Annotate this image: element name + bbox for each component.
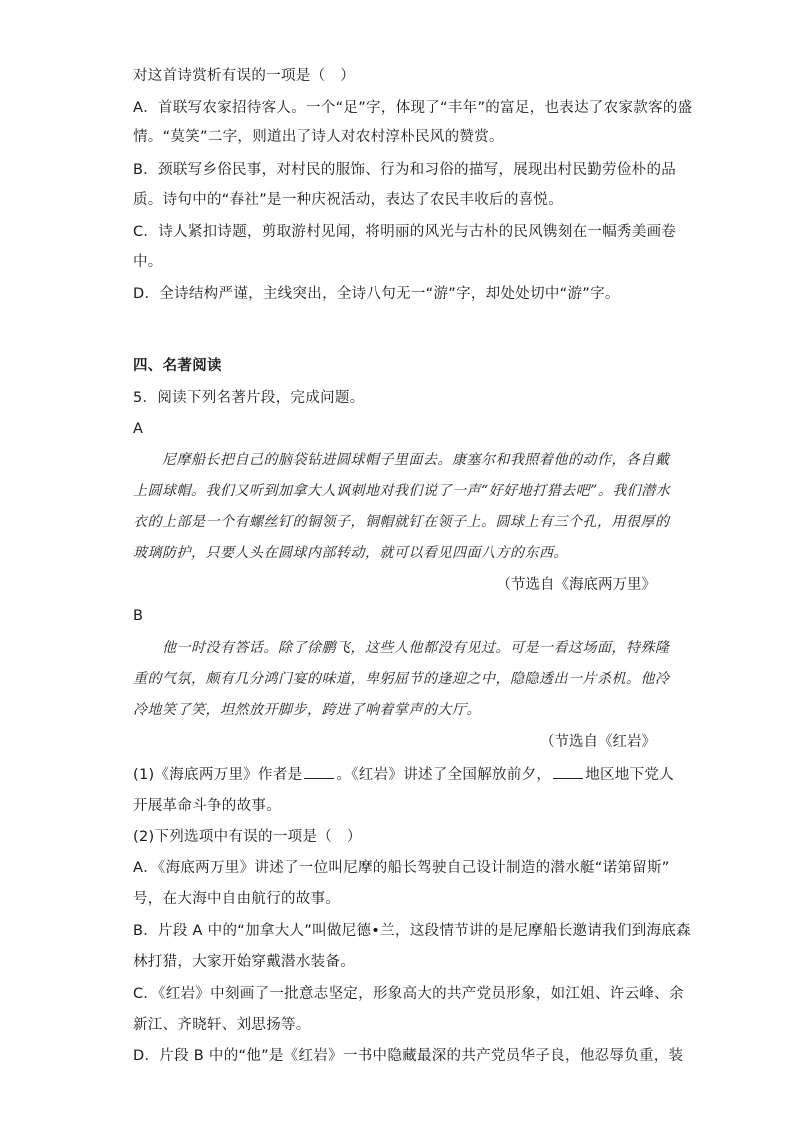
q5-2-option-a-line1: A．《海底两万里》讲述了一位叫尼摩的船长驾驶自己设计制造的潜水艇“诺第留斯”: [133, 860, 670, 876]
q5-stem: 5．阅读下列名著片段，完成问题。: [133, 390, 365, 406]
passage-a-line: 尼摩船长把自己的脑袋钻进圆球帽子里面去。康塞尔和我照着他的动作，各自戴: [133, 452, 670, 468]
q4-option-c-line1: C．诗人紧扣诗题，剪取游村见闻，将明丽的风光与古朴的民风镌刻在一幅秀美画卷: [133, 224, 677, 240]
passage-a-source: （节选自《海底两万里》: [496, 577, 656, 593]
q4-option-c-line2: 中。: [133, 254, 163, 270]
q5-2-option-c-line2: 新江、齐晓轩、刘思扬等。: [133, 1017, 311, 1033]
q5-2-stem: (2)下列选项中有误的一项是（ ）: [133, 829, 362, 845]
answer-blank[interactable]: [304, 764, 334, 779]
passage-b-source: （节选自《红岩》: [540, 734, 656, 750]
section-title: 四、名著阅读: [133, 358, 222, 374]
passage-b-line: 他一时没有答话。除了徐鹏飞，这些人他都没有见过。可是一看这场面，特殊隆: [133, 640, 670, 656]
passage-a-line: 衣的上部是一个有螺丝钉的铜领子，铜帽就钉在领子上。圆球上有三个孔，用很厚的: [133, 514, 670, 530]
q5-1-part3: 地区地下党人: [585, 767, 675, 783]
q5-2-option-b-line2: 林打猎，大家开始穿戴潜水装备。: [133, 954, 355, 970]
passage-b-label: B: [133, 608, 144, 624]
q4-option-b-line1: B．颈联写乡俗民事，对村民的服饰、行为和习俗的描写，展现出村民勤劳俭朴的品: [133, 162, 677, 178]
passage-b-line: 重的气氛，颇有几分鸿门宴的味道，卑躬屈节的逢迎之中，隐隐透出一片杀机。他冷: [133, 671, 670, 687]
passage-b-line: 冷地笑了笑，坦然放开脚步，跨进了响着掌声的大厅。: [133, 702, 481, 718]
q5-2-option-d-line1: D．片段 B 中的“他”是《红岩》一书中隐藏最深的共产党员华子良，他忍辱负重，装: [133, 1048, 684, 1064]
q5-1-line2: 开展革命斗争的故事。: [133, 798, 281, 814]
passage-a-line: 上圆球帽。我们又听到加拿大人讽刺地对我们说了一声“好好地打猎去吧”。我们潜水: [133, 483, 671, 499]
q5-2-option-c-line1: C．《红岩》中刻画了一批意志坚定，形象高大的共产党员形象，如江姐、许云峰、余: [133, 986, 684, 1002]
q4-option-b-line2: 质。诗句中的“春社”是一种庆祝活动，表达了农民丰收后的喜悦。: [133, 192, 564, 208]
answer-blank[interactable]: [553, 764, 583, 779]
q5-1-part2: 。《红岩》讲述了全国解放前夕，: [336, 767, 552, 783]
passage-a-label: A: [133, 421, 144, 437]
q4-option-a-line1: A．首联写农家招待客人。一个“足”字，体现了“丰年”的富足，也表达了农家款客的盛: [133, 100, 693, 116]
q4-stem: 对这首诗赏析有误的一项是（ ）: [133, 68, 355, 84]
q5-1-part1: (1)《海底两万里》作者是: [133, 767, 303, 783]
q5-2-option-a-line2: 号，在大海中自由航行的故事。: [133, 891, 341, 907]
q5-2-option-b-line1: B．片段 A 中的“加拿大人”叫做尼德•兰，这段情节讲的是尼摩船长邀请我们到海底森: [133, 923, 691, 939]
q4-option-d: D．全诗结构严谨，主线突出，全诗八句无一“游”字，却处处切中“游”字。: [133, 286, 620, 302]
q4-option-a-line2: 情。“莫笑”二字，则道出了诗人对农村淳朴民风的赞赏。: [133, 129, 504, 145]
q5-1-line1: [133, 764, 674, 785]
passage-a-line: 玻璃防护，只要人头在圆球内部转动，就可以看见四面八方的东西。: [133, 545, 568, 561]
